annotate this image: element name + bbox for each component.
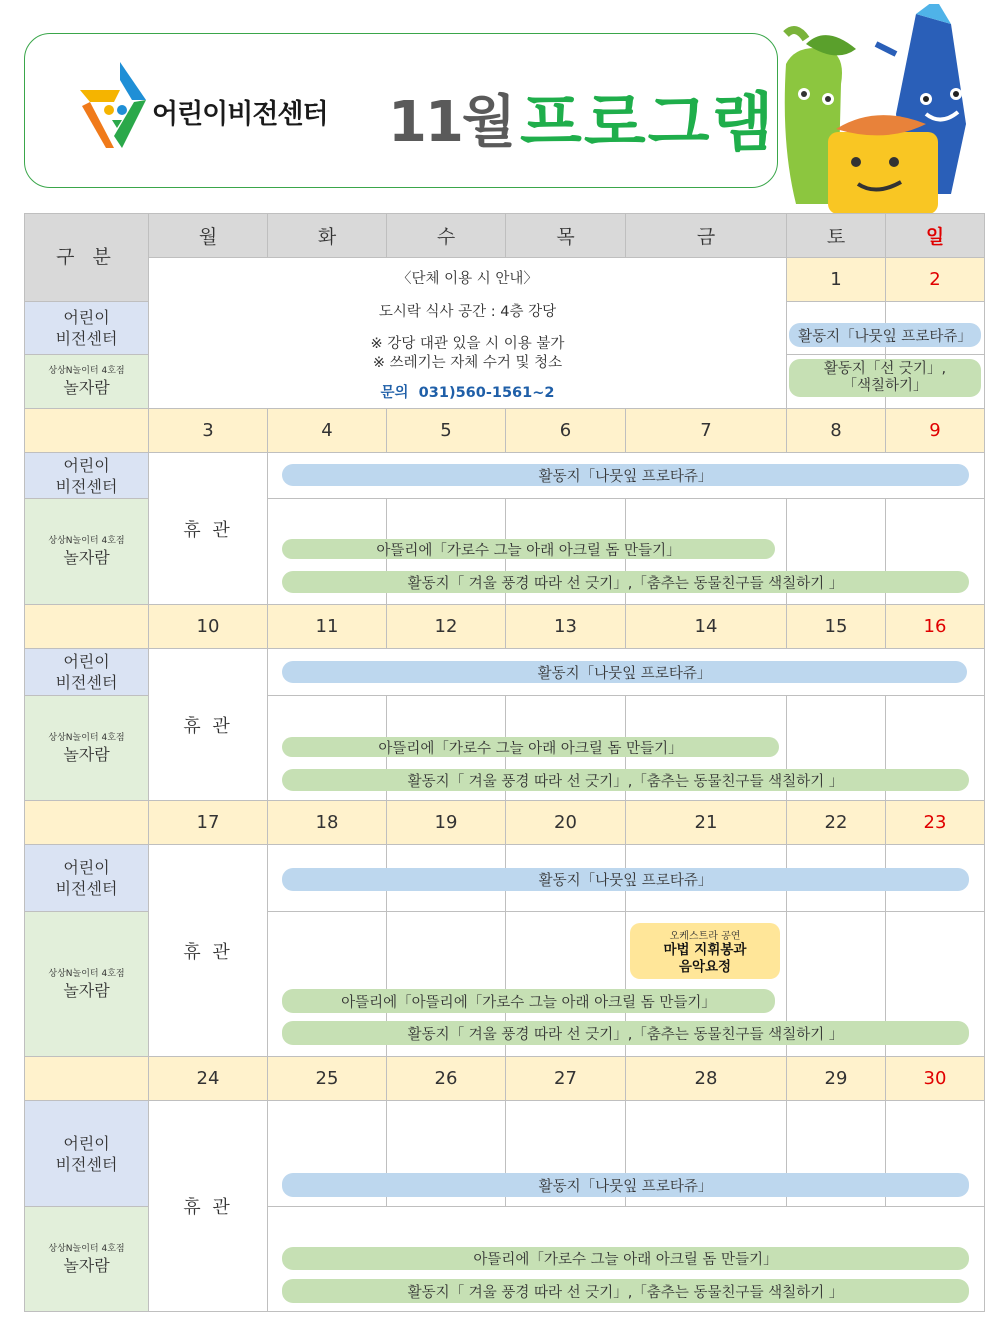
weekday-wed: 수: [386, 213, 506, 258]
row-label-vision: [24, 648, 149, 696]
row-label-play: [24, 695, 149, 801]
program-title: 프로그램: [520, 87, 776, 161]
row-label-play: [24, 1206, 149, 1312]
center-name: 어린이비전센터: [152, 99, 328, 130]
weekday-thu: 목: [505, 213, 626, 258]
row-label-vision-line2: 비전센터: [55, 329, 118, 348]
row-label-vision-line1: 어린이: [63, 308, 110, 327]
closed-monday: 휴 관: [148, 648, 268, 801]
date-cell: 13: [505, 604, 626, 649]
date-cell: 28: [625, 1056, 787, 1101]
program-bar-vision: 활동지「나뭇잎 프로타쥬」: [282, 868, 969, 891]
date-cell: 19: [386, 800, 506, 845]
notice-line2: ※ 강당 대관 있을 시 이용 불가: [370, 336, 565, 352]
row-label-play-small: 상상N놀이터 4호점: [48, 1243, 125, 1254]
row-label-vision-line1: 어린이: [63, 455, 110, 475]
date-cell: 12: [386, 604, 506, 649]
closed-monday: 휴 관: [148, 844, 268, 1057]
row-label-play-small: 상상N놀이터 4호점: [48, 366, 125, 376]
row-label-vision-line2: 비전센터: [55, 673, 118, 692]
row-label-vision: [24, 844, 149, 912]
month-title: 11월: [388, 90, 515, 155]
date-row-spacer: [24, 604, 149, 649]
row-label-vision-line1: 어린이: [63, 652, 110, 671]
program-bar-vision: 활동지「나뭇잎 프로타쥬」: [282, 661, 967, 683]
row-label-play: [24, 911, 149, 1057]
row-label-play-main: 놀자람: [63, 548, 110, 567]
row-label-play: [24, 498, 149, 605]
contact-label: 문의: [380, 385, 409, 401]
row-label-vision-line1: 어린이: [63, 1133, 110, 1153]
date-cell: 17: [148, 800, 268, 845]
date-cell: 11: [267, 604, 387, 649]
date-cell: 22: [786, 800, 886, 845]
closed-monday: 휴 관: [148, 1100, 268, 1312]
center-logo-icon: [76, 60, 154, 152]
date-cell: 15: [786, 604, 886, 649]
program-bar-vision: 활동지「나뭇잎 프로타쥬」: [282, 464, 969, 486]
event-title-line1: 마법 지휘봉과: [663, 941, 747, 958]
row-label-play-main: 놀자람: [63, 1255, 110, 1275]
row-label-play-small: 상상N놀이터 4호점: [48, 968, 125, 979]
date-cell: 24: [148, 1056, 268, 1101]
closed-monday: 휴 관: [148, 452, 268, 605]
row-label-vision-line2: 비전센터: [55, 1154, 118, 1174]
row-label-vision-line2: 비전센터: [55, 476, 118, 496]
program-bar-worksheet: 활동지「 겨울 풍경 따라 선 긋기」,「춤추는 동물친구들 색칠하기 」: [282, 1279, 969, 1303]
program-bar-craft: 아뜰리에「가로수 그늘 아래 아크릴 돔 만들기」: [282, 539, 775, 559]
notice-title: 〈단체 이용 시 안내〉: [397, 271, 538, 287]
program-calendar-table: [24, 213, 985, 1312]
date-row-spacer: [24, 1056, 149, 1101]
notice-contact: [148, 381, 787, 402]
weekday-sat: 토: [786, 213, 886, 258]
row-label-play-small: 상상N놀이터 4호점: [48, 732, 125, 743]
date-cell: 1: [786, 257, 886, 302]
date-cell: 21: [625, 800, 787, 845]
date-cell: 10: [148, 604, 268, 649]
date-cell-sunday: 9: [885, 408, 985, 453]
program-bar-play-line1: 활동지「선 긋기」,: [823, 361, 947, 377]
program-bar-worksheet: 활동지「 겨울 풍경 따라 선 긋기」,「춤추는 동물친구들 색칠하기 」: [282, 1021, 969, 1045]
program-bar-vision: 활동지「나뭇잎 프로타쥬」: [789, 323, 981, 347]
date-cell: 25: [267, 1056, 387, 1101]
notice-line1: 도시락 식사 공간 : 4층 강당: [378, 304, 557, 320]
row-label-vision: [24, 1100, 149, 1207]
row-label-play-main: 놀자람: [63, 378, 110, 397]
row-label-play: [24, 354, 149, 409]
weekday-mon: 월: [148, 213, 268, 258]
row-label-vision-line1: 어린이: [63, 858, 110, 877]
weekday-sun: 일: [885, 213, 985, 258]
row-label-vision: [24, 301, 149, 355]
mascot-characters-icon: [776, 4, 988, 214]
weekday-tue: 화: [267, 213, 387, 258]
date-cell: 3: [148, 408, 268, 453]
date-row-spacer: [24, 408, 149, 453]
program-bar-worksheet: 활동지「 겨울 풍경 따라 선 긋기」,「춤추는 동물친구들 색칠하기 」: [282, 769, 969, 791]
date-cell: 26: [386, 1056, 506, 1101]
program-bar-play-line2: 「색칠하기」: [842, 378, 928, 394]
date-cell: 29: [786, 1056, 886, 1101]
date-cell: 27: [505, 1056, 626, 1101]
row-label-play-small: 상상N놀이터 4호점: [48, 536, 125, 546]
program-bar-play: [789, 359, 981, 397]
program-bar-vision: 활동지「나뭇잎 프로타쥬」: [282, 1173, 969, 1197]
program-bar-craft: 아뜰리에「가로수 그늘 아래 아크릴 돔 만들기」: [282, 737, 779, 757]
program-bar-craft: 아뜰리에「가로수 그늘 아래 아크릴 돔 만들기」: [282, 1247, 969, 1270]
date-cell: 14: [625, 604, 787, 649]
date-cell: 20: [505, 800, 626, 845]
notice-line3: ※ 쓰레기는 자체 수거 및 청소: [372, 355, 563, 371]
row-label-play-main: 놀자람: [63, 980, 110, 1000]
event-subtitle: 오케스트라 공연: [669, 930, 741, 942]
date-cell-sunday: 2: [885, 257, 985, 302]
date-cell-sunday: 16: [885, 604, 985, 649]
row-label-vision-line2: 비전센터: [55, 879, 118, 898]
row-label-vision: [24, 452, 149, 499]
date-cell: 7: [625, 408, 787, 453]
date-cell: 4: [267, 408, 387, 453]
event-title-line2: 음악요정: [678, 958, 732, 975]
program-bar-craft: 아뜰리에「아뜰리에「가로수 그늘 아래 아크릴 돔 만들기」: [282, 989, 775, 1013]
weekday-fri: 금: [625, 213, 787, 258]
date-cell: 6: [505, 408, 626, 453]
contact-number: 031)560-1561~2: [418, 385, 555, 401]
date-cell-sunday: 23: [885, 800, 985, 845]
date-cell: 8: [786, 408, 886, 453]
program-bar-worksheet: 활동지「 겨울 풍경 따라 선 긋기」,「춤추는 동물친구들 색칠하기 」: [282, 571, 969, 593]
date-cell-sunday: 30: [885, 1056, 985, 1101]
date-row-spacer: [24, 800, 149, 845]
event-orchestra: [630, 923, 780, 979]
corner-label: 구 분: [24, 213, 149, 302]
date-cell: 5: [386, 408, 506, 453]
date-cell: 18: [267, 800, 387, 845]
row-label-play-main: 놀자람: [63, 744, 110, 764]
